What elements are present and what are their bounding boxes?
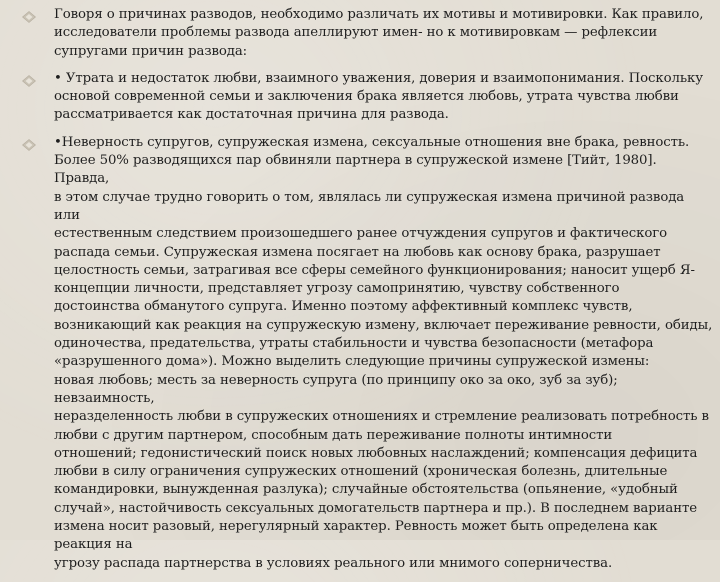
paragraph-loss-of-love: • Утрата и недостаток любви, взаимного уважения, доверия и взаимопонимания. Поскольку основой современной семьи и заключения брака является любовь, утрата чувства любви рассматривается как достаточная причина для развода.	[54, 70, 703, 123]
diamond-bullet-icon	[22, 11, 36, 23]
bullet-item-motives	[22, 6, 714, 61]
bullet-item-loss-of-love	[22, 70, 714, 125]
slide-content	[22, 6, 714, 582]
diamond-bullet-icon	[22, 139, 36, 151]
diamond-bullet-icon	[22, 75, 36, 87]
paragraph-motives: Говоря о причинах разводов, необходимо различать их мотивы и мотивировки. Как правило, исследователи проблемы развода апеллируют имен- но к мотивировкам — рефлексии супругами причин развода:	[54, 7, 704, 59]
bullet-item-infidelity	[22, 134, 714, 573]
paragraph-infidelity: •Неверность супругов, супружеская измена, сексуальные отношения вне брака, ревность. Более 50% разводящихся пар обвиняли партнера в супружеской измене [Тийт, 1980]. Правда, в этом случае трудно говорить о том, являлась ли супружеская измена причиной развода или естественным следствием произошедшего ранее отчуждения супругов и фактического распада семьи. Супружеская измена посягает на любовь как основу брака, разрушает целостность семьи, затрагивая все сферы семейного функционирования; наносит ущерб Я- концепции личности, представляет угрозу самопринятию, чувству собственного достоинства обманутого супруга. Именно поэтому аффективный комплекс чувств, возникающий как реакция на супружескую измену, включает переживание ревности, обиды, одиночества, предательства, утраты стабильности и чувства безопасности (метафора «разрушенного дома»). Можно выделить следующие причины супружеской измены: новая любовь; месть за неверность супруга (по принципу око за око, зуб за зуб); невзаимность, неразделенность любви в супружеских отношениях и стремление реализовать потребность в любви с другим партнером, способным дать переживание полноты интимности отношений; гедонистический поиск новых любовных наслаждений; компенсация дефицита любви в силу ограничения супружеских отношений (хроническая болезнь, длительные командировки, вынужденная разлука); случайные обстоятельства (опьянение, «удобный случай», настойчивость сексуальных домогательств партнера и пр.). В последнем варианте измена носит разовый, нерегулярный характер. Ревность может быть определена как реакция на угрозу распада партнерства в условиях реального или мнимого соперничества.	[54, 134, 713, 571]
